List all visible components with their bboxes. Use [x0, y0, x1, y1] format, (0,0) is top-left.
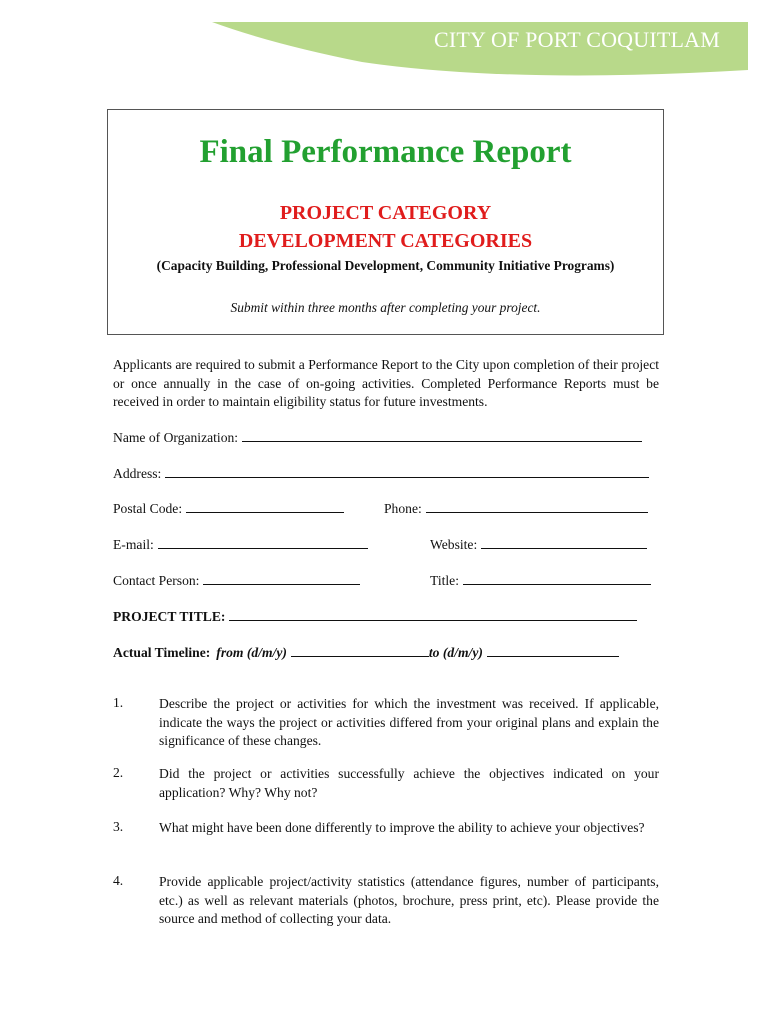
timeline-to-input[interactable] [487, 642, 619, 657]
phone-input[interactable] [426, 498, 648, 513]
city-logo-text: CITY OF PORT COQUITLAM [433, 27, 720, 52]
website-field [430, 534, 647, 553]
contact-person-input[interactable] [203, 570, 360, 585]
timeline-label: Actual Timeline: [113, 645, 211, 660]
organization-label: Name of Organization: [113, 430, 239, 445]
intro-paragraph: Applicants are required to submit a Performance Report to the City upon completion of their project or once annually in the case of on-going activities. Completed Performance Reports must be received in order to maintain eligibility status for future investments. [113, 357, 659, 409]
contact-person-label: Contact Person: [113, 573, 200, 588]
question-2-text: Did the project or activities successfully achieve the objectives indicated on your application? Why? Why not? [159, 766, 659, 800]
timeline-from-label: from (d/m/y) [216, 645, 287, 660]
contact-person-field [113, 570, 360, 589]
question-4-text: Provide applicable project/activity statistics (attendance figures, number of participants, etc.) as well as relevant materials (photos, brochure, press print, etc). Please provide the source and method of collecting your data. [159, 874, 659, 926]
report-header-box [107, 109, 664, 335]
title-input[interactable] [463, 570, 651, 585]
organization-field [113, 427, 642, 446]
project-title-label: PROJECT TITLE: [113, 609, 226, 624]
title-field [430, 570, 651, 589]
email-field [113, 534, 368, 553]
project-title-field [113, 606, 637, 625]
question-1-text: Describe the project or activities for which the investment was received. If applicable, indicate the ways the project or activities differed from your original plans and explain the significance of these changes. [159, 696, 659, 748]
address-label: Address: [113, 466, 162, 481]
address-field [113, 463, 649, 482]
phone-field [384, 498, 648, 517]
email-input[interactable] [158, 534, 368, 549]
email-label: E-mail: [113, 537, 154, 552]
organization-input[interactable] [242, 427, 642, 442]
timeline-from-input[interactable] [291, 642, 429, 657]
question-2-number: 2. [113, 765, 124, 780]
submit-note: Submit within three months after completing your project. [230, 300, 541, 315]
project-category-heading: PROJECT CATEGORY [279, 202, 492, 224]
project-title-input[interactable] [229, 606, 637, 621]
postal-code-input[interactable] [186, 498, 344, 513]
website-label: Website: [430, 537, 478, 552]
phone-label: Phone: [384, 501, 422, 516]
city-banner [212, 22, 748, 80]
title-label: Title: [430, 573, 459, 588]
postal-code-label: Postal Code: [113, 501, 183, 516]
question-4-number: 4. [113, 873, 124, 888]
development-categories-heading: DEVELOPMENT CATEGORIES [238, 230, 533, 252]
timeline-to-label: to (d/m/y) [428, 645, 483, 660]
report-title: Final Performance Report [199, 134, 572, 170]
postal-code-field [113, 498, 344, 517]
question-3-number: 3. [113, 819, 124, 834]
subcategories-text: (Capacity Building, Professional Development, Community Initiative Programs) [156, 258, 615, 273]
question-3-text: What might have been done differently to improve the ability to achieve your objectives? [159, 820, 645, 835]
address-input[interactable] [165, 463, 649, 478]
website-input[interactable] [481, 534, 647, 549]
timeline-field [113, 642, 619, 661]
question-1-number: 1. [113, 695, 124, 710]
